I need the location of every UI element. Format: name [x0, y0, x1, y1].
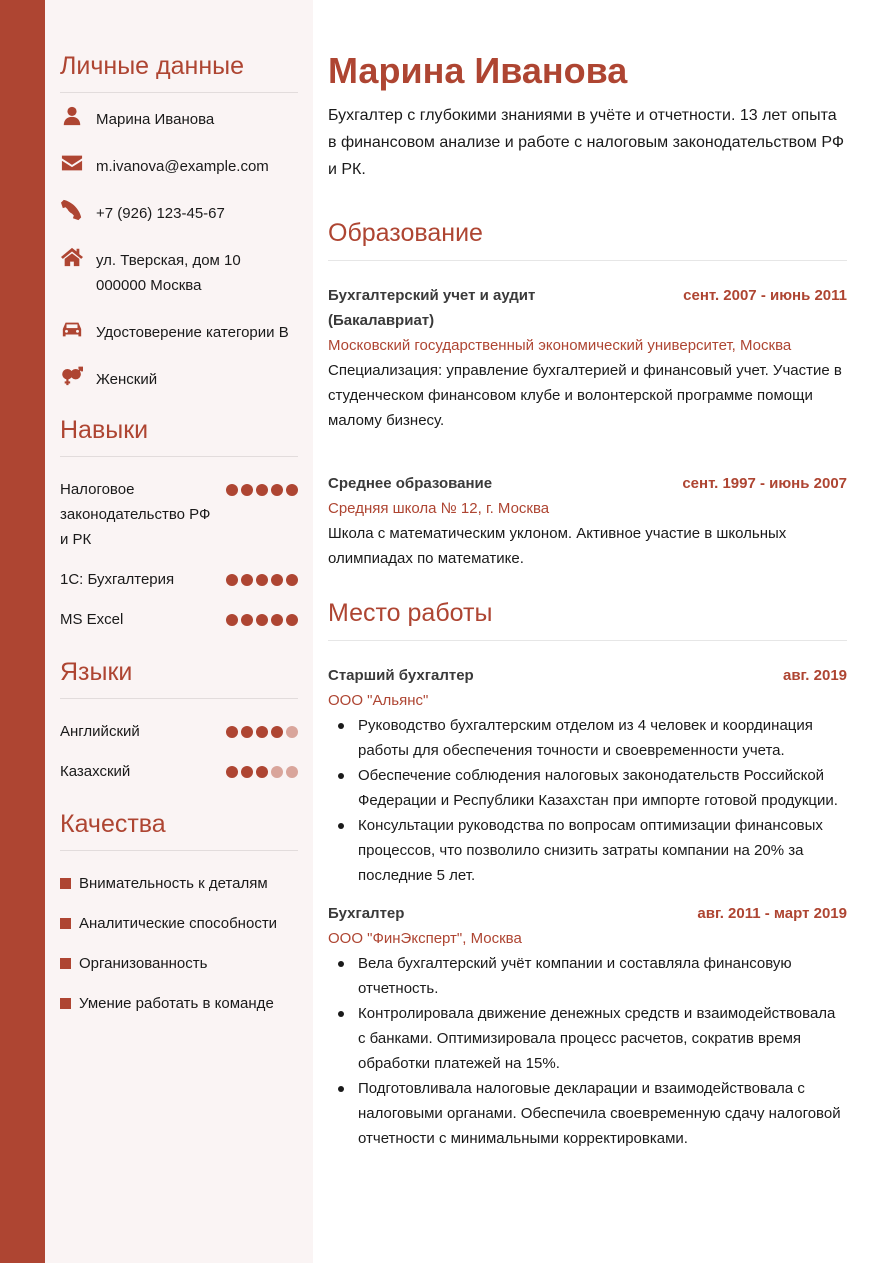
square-bullet-icon	[60, 998, 71, 1009]
date-range: сент. 1997 - июнь 2007	[682, 475, 847, 492]
degree-title: Среднее образование	[328, 475, 493, 492]
list-item: Обеспечение соблюдения налоговых законодательств Российской Федерации и Республики Казахстан при импорте готовой продукции.	[358, 763, 847, 813]
phone-icon	[60, 198, 84, 222]
work-section	[328, 597, 847, 1151]
date-range: авг. 2019	[782, 667, 847, 684]
gender-icon	[60, 364, 84, 388]
main-content	[313, 0, 893, 1263]
skills-title: Навыки	[60, 416, 149, 444]
language-item: Казахский	[60, 759, 298, 784]
skill-item: MS Excel	[60, 607, 298, 632]
date-range: авг. 2011 - март 2019	[697, 905, 847, 922]
square-bullet-icon	[60, 878, 71, 889]
car-icon	[60, 317, 84, 341]
personal-section	[60, 50, 298, 392]
list-item: Контролировала движение денежных средств и взаимодействовала с банками. Оптимизировала процесс расчетов, сократив время обработки платежей на 15%.	[358, 1001, 847, 1076]
divider	[60, 850, 298, 851]
skill-rating	[226, 614, 298, 626]
language-item: Английский	[60, 719, 298, 744]
quality-item: Умение работать в команде	[60, 991, 298, 1016]
user-icon	[60, 104, 84, 128]
job-title: Старший бухгалтер	[328, 667, 474, 684]
description: Специализация: управление бухгалтерией и финансовый учет. Участие в студенческом финансовом клубе и волонтерской программе помощи малому бизнесу.	[328, 362, 842, 429]
company: ООО "ФинЭксперт", Москва	[328, 930, 522, 947]
languages-title: Языки	[60, 658, 133, 686]
qualities-section	[60, 808, 298, 1016]
job-title: Бухгалтер	[328, 905, 405, 922]
divider	[60, 698, 298, 699]
institution: Московский государственный экономический университет, Москва	[328, 337, 792, 354]
contact-name: Марина Иванова	[60, 107, 298, 132]
degree-title: Бухгалтерский учет и аудит (Бакалавриат)	[328, 287, 536, 329]
language-rating	[226, 726, 298, 738]
qualities-title: Качества	[60, 810, 166, 838]
work-entry	[328, 901, 847, 1151]
skill-rating	[226, 574, 298, 586]
divider	[60, 92, 298, 93]
description: Школа с математическим уклоном. Активное участие в школьных олимпиадах по математике.	[328, 525, 787, 567]
skill-item: 1С: Бухгалтерия	[60, 567, 298, 592]
skills-section	[60, 414, 298, 632]
responsibilities-list	[358, 713, 847, 888]
skill-item: Налоговое законодательство РФ и РК	[60, 477, 298, 552]
divider	[60, 456, 298, 457]
contact-gender: Женский	[60, 367, 298, 392]
square-bullet-icon	[60, 958, 71, 969]
contact-email: m.ivanova@example.com	[60, 154, 298, 179]
full-name: Марина Иванова	[328, 50, 628, 91]
languages-section	[60, 656, 298, 784]
institution: Средняя школа № 12, г. Москва	[328, 500, 550, 517]
education-entry	[328, 471, 847, 571]
list-item: Вела бухгалтерский учёт компании и составляла финансовую отчетность.	[358, 951, 847, 1001]
language-rating	[226, 766, 298, 778]
date-range: сент. 2007 - июнь 2011	[683, 287, 847, 304]
work-entry	[328, 663, 847, 888]
list-item: Руководство бухгалтерским отделом из 4 человек и координация работы для обеспечения точности и своевременности учета.	[358, 713, 847, 763]
envelope-icon	[60, 151, 84, 175]
education-title: Образование	[328, 219, 483, 247]
skill-rating	[226, 484, 298, 496]
education-section	[328, 217, 847, 571]
list-item: Консультации руководства по вопросам оптимизации финансовых процессов, что позволило снизить затраты компании на 20% за последние 5 лет.	[358, 813, 847, 888]
quality-item: Организованность	[60, 951, 298, 976]
contact-phone: +7 (926) 123-45-67	[60, 201, 298, 226]
divider	[328, 640, 847, 641]
divider	[328, 260, 847, 261]
work-title: Место работы	[328, 599, 493, 627]
summary: Бухгалтер с глубокими знаниями в учёте и отчетности. 13 лет опыта в финансовом анализе и работе с налоговым законодательством РФ и РК.	[328, 107, 844, 178]
personal-title: Личные данные	[60, 52, 244, 80]
responsibilities-list	[358, 951, 847, 1151]
accent-bar	[0, 0, 45, 1263]
square-bullet-icon	[60, 918, 71, 929]
quality-item: Аналитические способности	[60, 911, 298, 936]
home-icon	[60, 245, 84, 269]
list-item: Подготовливала налоговые декларации и взаимодействовала с налоговыми органами. Обеспечила своевременную сдачу налоговой отчетности с минимальными корректировками.	[358, 1076, 847, 1151]
quality-item: Внимательность к деталям	[60, 871, 298, 896]
sidebar	[45, 0, 313, 1263]
company: ООО "Альянс"	[328, 692, 429, 709]
contact-address: ул. Тверская, дом 10 000000 Москва	[60, 248, 298, 298]
contact-license: Удостоверение категории B	[60, 320, 298, 345]
education-entry	[328, 283, 847, 433]
